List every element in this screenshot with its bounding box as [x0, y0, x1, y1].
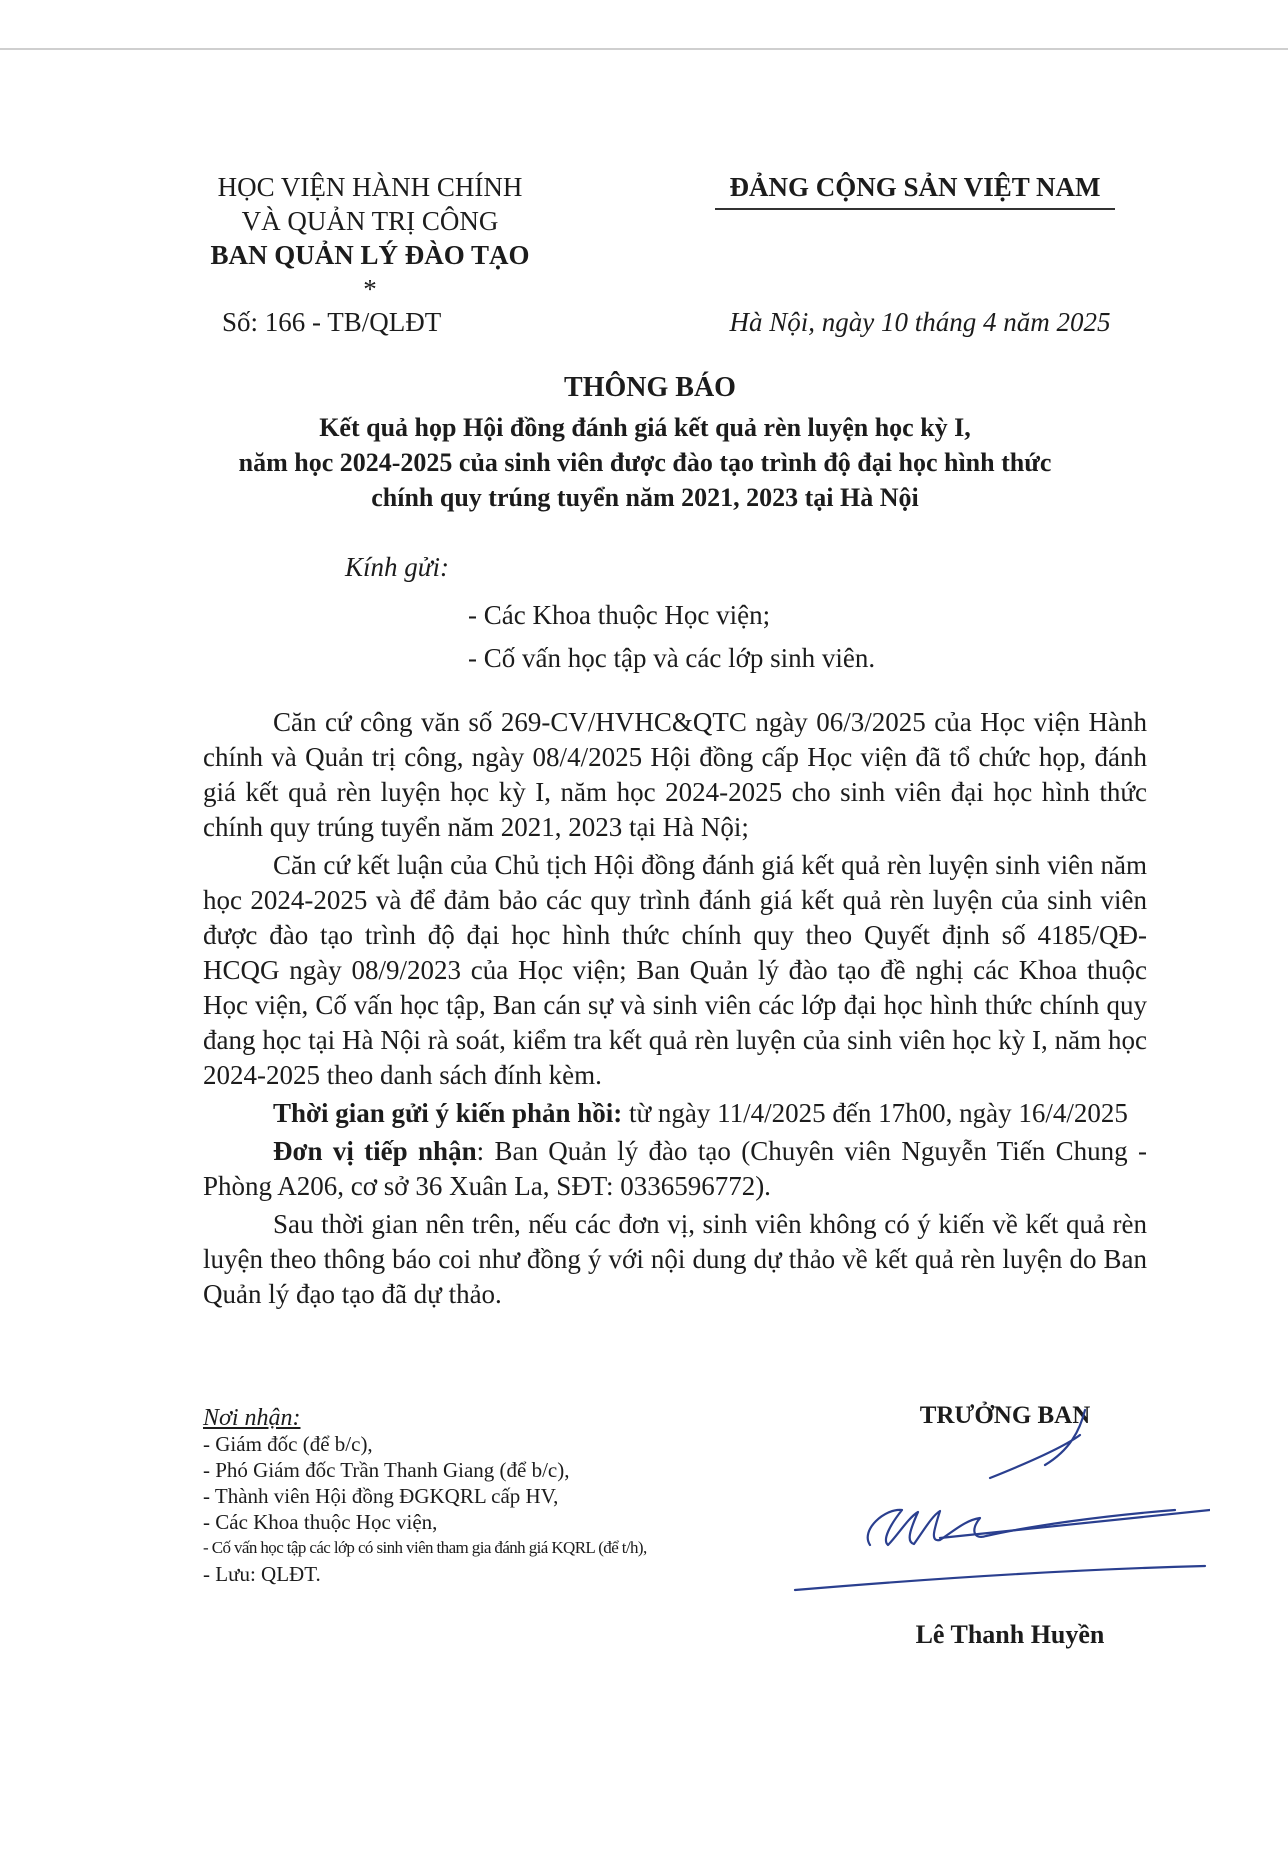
recipient-item: - Phó Giám đốc Trần Thanh Giang (để b/c), — [203, 1458, 570, 1482]
recipient-item: - Thành viên Hội đồng ĐGKQRL cấp HV, — [203, 1484, 559, 1508]
party-name: ĐẢNG CỘNG SẢN VIỆT NAM — [729, 172, 1101, 202]
greeting-recipient-1: - Các Khoa thuộc Học viện; — [468, 600, 771, 630]
body-paragraph-5: Sau thời gian nên trên, nếu các đơn vị, sinh viên không có ý kiến về kết quả rèn luyện theo thông báo coi như đồng ý với nội dung dự thảo về kết quả rèn luyện do Ban Quản lý đạo tạo đã dự thảo. — [203, 1209, 1147, 1309]
receiving-unit-text: : Ban Quản lý đào tạo (Chuyên viên Nguyễn Tiến Chung - Phòng A206, cơ sở 36 Xuân La, SĐT: 0336596772). — [203, 1136, 1147, 1201]
receiving-unit-label: Đơn vị tiếp nhận — [273, 1136, 477, 1166]
agency-line-2: VÀ QUẢN TRỊ CÔNG — [241, 206, 499, 236]
issuing-agency — [160, 170, 580, 306]
signer-name: Lê Thanh Huyền — [915, 1620, 1105, 1649]
recipients-list — [203, 1405, 763, 1587]
party-underline — [715, 208, 1115, 210]
signer-title: TRƯỞNG BAN — [919, 1402, 1091, 1429]
handwritten-signature — [790, 1390, 1210, 1620]
document-subtitle — [140, 410, 1150, 515]
document-date: Hà Nội, ngày 10 tháng 4 năm 2025 — [729, 307, 1111, 337]
body-paragraph-3 — [203, 1096, 1147, 1131]
subtitle-line-1: Kết quả họp Hội đồng đánh giá kết quả rèn luyện học kỳ I, — [319, 413, 971, 442]
document-body — [203, 705, 1147, 1315]
subtitle-line-2: năm học 2024-2025 của sinh viên được đào tạo trình độ đại học hình thức — [238, 448, 1052, 477]
party-header — [680, 170, 1150, 210]
agency-star: * — [363, 274, 377, 304]
recipient-item: - Lưu: QLĐT. — [203, 1562, 321, 1586]
body-paragraph-2: Căn cứ kết luận của Chủ tịch Hội đồng đánh giá kết quả rèn luyện sinh viên năm học 2024-2025 và để đảm bảo các quy trình đánh giá kết quả rèn luyện của sinh viên được đào tạo trình độ đại học hình thức chính quy theo Quyết định số 4185/QĐ-HCQG ngày 08/9/2023 của Học viện; Ban Quản lý đào tạo đề nghị các Khoa thuộc Học viện, Cố vấn học tập, Ban cán sự và sinh viên các lớp đại học hình thức chính quy đang học tại Hà Nội rà soát, kiểm tra kết quả rèn luyện của sinh viên học kỳ I, năm học 2024-2025 theo danh sách đính kèm. — [203, 850, 1147, 1090]
body-paragraph-4 — [203, 1134, 1147, 1204]
recipient-item: - Giám đốc (để b/c), — [203, 1432, 373, 1456]
signature-strokes — [795, 1410, 1210, 1590]
feedback-deadline-label: Thời gian gửi ý kiến phản hồi: — [273, 1098, 623, 1128]
subtitle-line-3: chính quy trúng tuyển năm 2021, 2023 tại Hà Nội — [371, 483, 919, 512]
document-number: Số: 166 - TB/QLĐT — [222, 307, 442, 337]
body-paragraph-1: Căn cứ công văn số 269-CV/HVHC&QTC ngày 06/3/2025 của Học viện Hành chính và Quản trị công, ngày 08/4/2025 Hội đồng cấp Học viện đã tổ chức họp, đánh giá kết quả rèn luyện học kỳ I, năm học 2024-2025 cho sinh viên đại học hình thức chính quy trúng tuyển năm 2021, 2023 tại Hà Nội; — [203, 707, 1147, 842]
document-title: THÔNG BÁO — [564, 372, 736, 403]
recipient-item: - Các Khoa thuộc Học viện, — [203, 1510, 438, 1534]
agency-line-1: HỌC VIỆN HÀNH CHÍNH — [217, 172, 523, 202]
greeting-recipient-2: - Cố vấn học tập và các lớp sinh viên. — [468, 643, 876, 673]
agency-department: BAN QUẢN LÝ ĐÀO TẠO — [210, 240, 530, 270]
recipient-item: - Cố vấn học tập các lớp có sinh viên tham gia đánh giá KQRL (để t/h), — [203, 1538, 647, 1557]
feedback-deadline-text: từ ngày 11/4/2025 đến 17h00, ngày 16/4/2025 — [622, 1098, 1128, 1128]
greeting-label: Kính gửi: — [345, 552, 449, 582]
recipients-heading: Nơi nhận: — [203, 1405, 301, 1431]
